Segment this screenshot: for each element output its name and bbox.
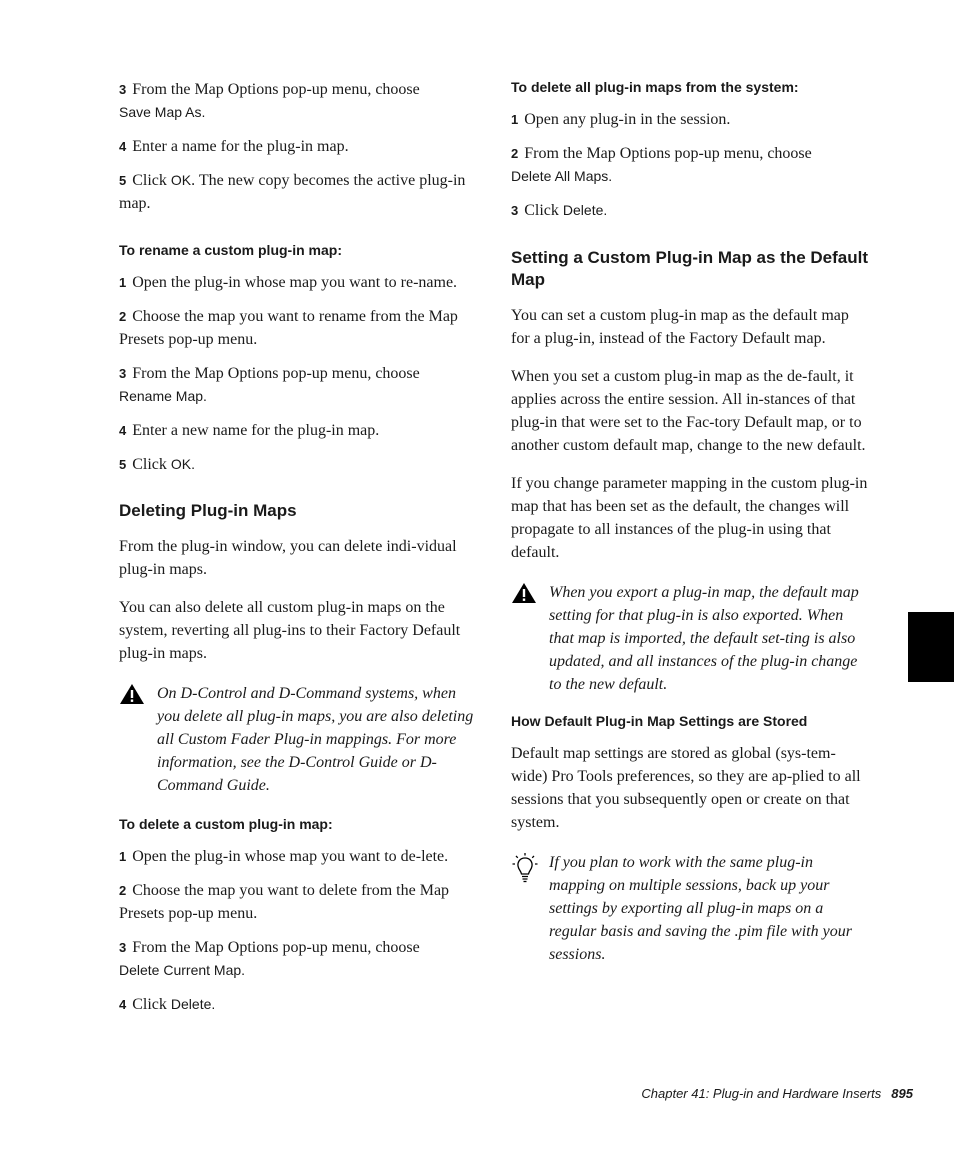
step: 4 Enter a name for the plug-in map. bbox=[119, 138, 349, 155]
paragraph: If you change parameter mapping in the custom plug-in map that has been set as the default, the changes will propagate to all instances of the plug-in using that default. bbox=[511, 475, 868, 561]
tip-note: If you plan to work with the same plug-in mapping on multiple sessions, back up your settings by exporting all plug-in maps on a regular basis and saving the .pim file with your sessions. bbox=[511, 851, 871, 966]
step: 5 Click OK. The new copy becomes the active plug-in map. bbox=[119, 172, 466, 212]
paragraph: Default map settings are stored as global (sys-tem-wide) Pro Tools preferences, so they are ap-plied to all sessions that you subsequently open or create on that system. bbox=[511, 745, 861, 831]
page-footer bbox=[641, 1086, 913, 1101]
section-heading: Deleting Plug-in Maps bbox=[119, 501, 297, 520]
right-column bbox=[511, 78, 871, 981]
button-name: OK. bbox=[170, 456, 196, 472]
step: 2 From the Map Options pop-up menu, choose Delete All Maps. bbox=[511, 145, 812, 184]
step: 1 Open any plug-in in the session. bbox=[511, 111, 731, 128]
menu-command: Rename Map. bbox=[119, 388, 207, 404]
paragraph: When you set a custom plug-in map as the de-fault, it applies across the entire session. All in-stances of that plug-in that were set to the Fac-tory Default map, or to another custom default map, change to the new default. bbox=[511, 368, 866, 454]
lightbulb-icon bbox=[511, 851, 549, 966]
step: 3 Click Delete. bbox=[511, 202, 608, 219]
procedure-title: To rename a custom plug-in map: bbox=[119, 242, 342, 258]
chapter-tab-marker bbox=[908, 612, 954, 682]
procedure-title: How Default Plug-in Map Settings are Stored bbox=[511, 713, 808, 729]
step: 3 From the Map Options pop-up menu, choose Rename Map. bbox=[119, 365, 420, 404]
step: 2 Choose the map you want to rename from the Map Presets pop-up menu. bbox=[119, 308, 458, 348]
warning-note: When you export a plug-in map, the default map setting for that plug-in is also exported. When that map is imported, the default set-ting is also updated, and all instances of the plug-in change to the new default. bbox=[511, 581, 871, 696]
step: 3 From the Map Options pop-up menu, choose Save Map As. bbox=[119, 81, 420, 120]
menu-command: Save Map As. bbox=[119, 104, 206, 120]
menu-command: Delete Current Map. bbox=[119, 962, 246, 978]
procedure-title: To delete a custom plug-in map: bbox=[119, 816, 333, 832]
button-name: OK bbox=[170, 172, 192, 188]
left-column bbox=[119, 78, 477, 1027]
step: 1 Open the plug-in whose map you want to re-name. bbox=[119, 274, 458, 291]
step: 3 From the Map Options pop-up menu, choose Delete Current Map. bbox=[119, 939, 420, 978]
step: 1 Open the plug-in whose map you want to de-lete. bbox=[119, 848, 449, 865]
step: 5 Click OK. bbox=[119, 456, 196, 473]
step: 4 Click Delete. bbox=[119, 996, 216, 1013]
button-name: Delete. bbox=[562, 202, 608, 218]
warning-icon bbox=[511, 581, 549, 696]
button-name: Delete. bbox=[170, 996, 216, 1012]
procedure-title: To delete all plug-in maps from the system: bbox=[511, 79, 799, 95]
paragraph: From the plug-in window, you can delete indi-vidual plug-in maps. bbox=[119, 538, 457, 578]
step: 4 Enter a new name for the plug-in map. bbox=[119, 422, 380, 439]
warning-note: On D-Control and D-Command systems, when you delete all plug-in maps, you are also deleting all Custom Fader Plug-in mappings. For more information, see the D-Control Guide or D-Command Guide. bbox=[119, 682, 477, 797]
step: 2 Choose the map you want to delete from the Map Presets pop-up menu. bbox=[119, 882, 450, 922]
menu-command: Delete All Maps. bbox=[511, 168, 613, 184]
warning-icon bbox=[119, 682, 157, 797]
paragraph: You can set a custom plug-in map as the default map for a plug-in, instead of the Factory Default map. bbox=[511, 307, 849, 347]
section-heading: Setting a Custom Plug-in Map as the Default Map bbox=[511, 248, 869, 289]
page-number: 895 bbox=[891, 1086, 913, 1101]
chapter-title: Chapter 41: Plug-in and Hardware Inserts bbox=[641, 1086, 882, 1101]
paragraph: You can also delete all custom plug-in maps on the system, reverting all plug-ins to their Factory Default plug-in maps. bbox=[119, 599, 461, 662]
